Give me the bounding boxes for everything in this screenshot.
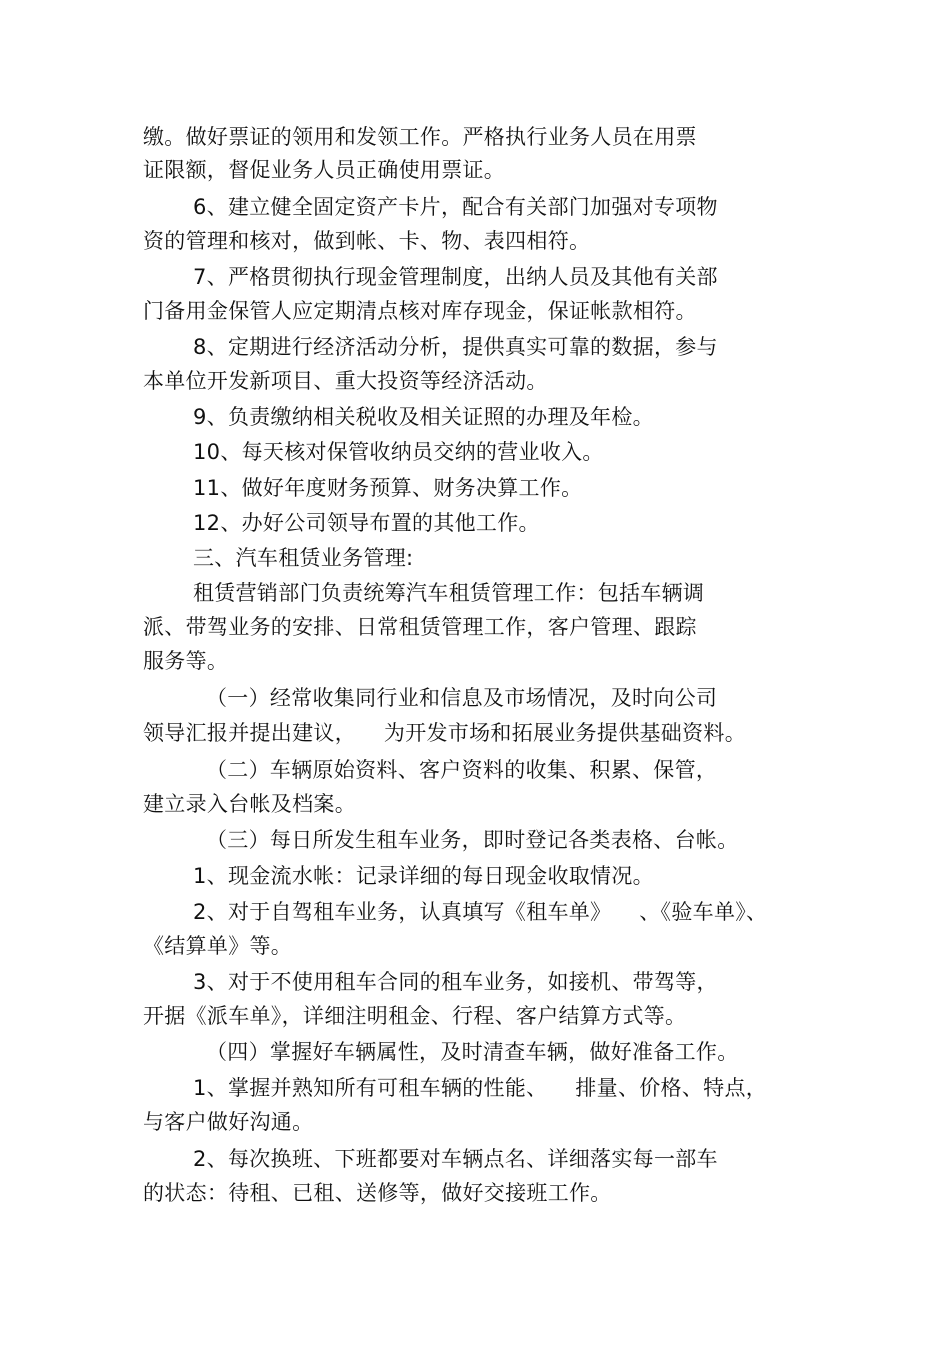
text-line: 3、对于不使用租车合同的租车业务，如接机、带驾等， xyxy=(193,970,718,994)
text-line: 派、带驾业务的安排、日常租赁管理工作，客户管理、跟踪 xyxy=(143,615,697,639)
text-line: 本单位开发新项目、重大投资等经济活动。 xyxy=(143,369,548,393)
text-line: 开据《派车单》，详细注明租金、行程、客户结算方式等。 xyxy=(143,1004,687,1028)
text-line: （一）经常收集同行业和信息及市场情况，及时向公司 xyxy=(206,686,718,710)
text-line: 6、建立健全固定资产卡片，配合有关部门加强对专项物 xyxy=(193,195,718,219)
text-line: （二）车辆原始资料、客户资料的收集、积累、保管， xyxy=(206,758,718,782)
text-line: 证限额，督促业务人员正确使用票证。 xyxy=(143,158,506,182)
text-line: 8、定期进行经济活动分析，提供真实可靠的数据，参与 xyxy=(193,335,718,359)
text-line: 建立录入台帐及档案。 xyxy=(143,792,356,816)
text-line: 11、做好年度财务预算、财务决算工作。 xyxy=(193,476,583,500)
text-line: 1、现金流水帐：记录详细的每日现金收取情况。 xyxy=(193,864,654,888)
text-line: 12、办好公司领导布置的其他工作。 xyxy=(193,511,540,535)
text-line: 服务等。 xyxy=(143,649,229,673)
text-line: （四）掌握好车辆属性，及时清查车辆，做好准备工作。 xyxy=(206,1040,739,1064)
text-line: 2、每次换班、下班都要对车辆点名、详细落实每一部车 xyxy=(193,1147,718,1171)
text-line: 缴。做好票证的领用和发领工作。严格执行业务人员在用票 xyxy=(143,125,697,149)
text-line: 2、对于自驾租车业务，认真填写《租车单》 、《验车单》、 xyxy=(193,900,768,924)
text-line: 领导汇报并提出建议， 为开发市场和拓展业务提供基础资料。 xyxy=(143,721,746,745)
text-line: 10、每天核对保管收纳员交纳的营业收入。 xyxy=(193,440,604,464)
text-line: 的状态：待租、已租、送修等，做好交接班工作。 xyxy=(143,1181,612,1205)
text-line: 租赁营销部门负责统筹汽车租赁管理工作：包括车辆调 xyxy=(193,581,705,605)
text-line: 资的管理和核对，做到帐、卡、物、表四相符。 xyxy=(143,229,591,253)
text-line: 门备用金保管人应定期清点核对库存现金，保证帐款相符。 xyxy=(143,299,697,323)
text-line: 与客户做好沟通。 xyxy=(143,1110,314,1134)
text-line: 1、掌握并熟知所有可租车辆的性能、 排量、价格、特点， xyxy=(193,1076,768,1100)
text-line: （三）每日所发生租车业务，即时登记各类表格、台帐。 xyxy=(206,828,739,852)
text-line: 《结算单》等。 xyxy=(143,934,293,958)
text-line: 7、严格贯彻执行现金管理制度，出纳人员及其他有关部 xyxy=(193,265,718,289)
section-heading: 三、汽车租赁业务管理: xyxy=(193,546,414,570)
text-line: 9、负责缴纳相关税收及相关证照的办理及年检。 xyxy=(193,405,654,429)
